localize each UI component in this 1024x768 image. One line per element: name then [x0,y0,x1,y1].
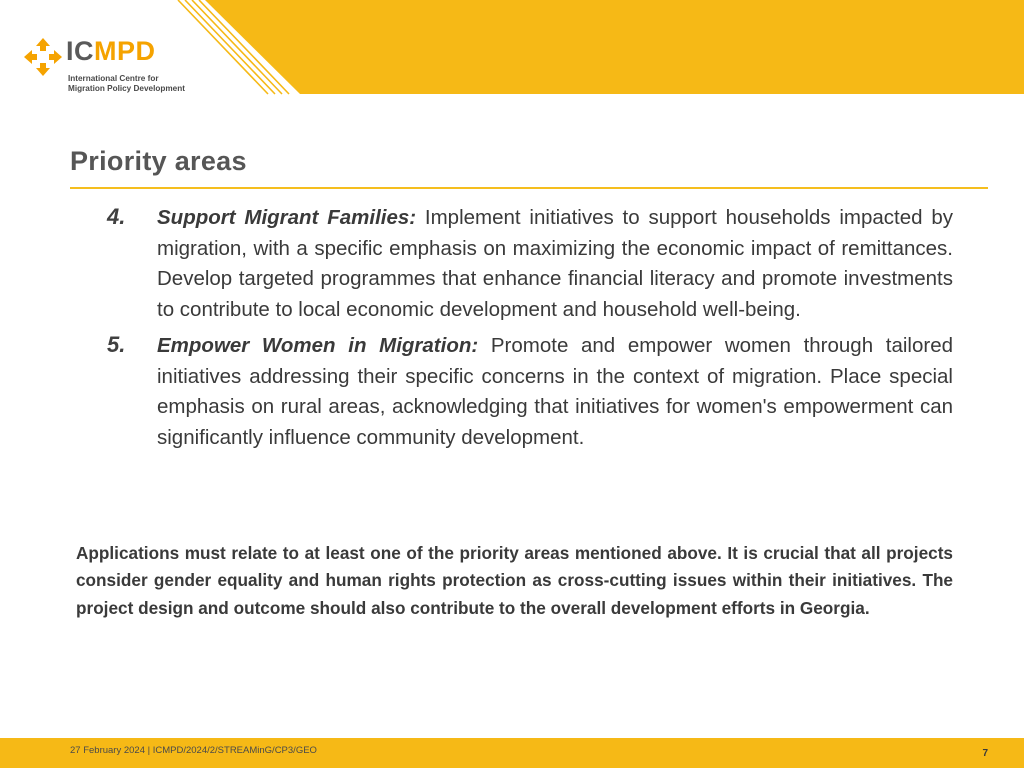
list-item [100,331,953,454]
item-lead: Empower Women in Migration: [157,333,479,357]
banner-fill [205,0,1024,94]
footer-bar [0,738,1024,768]
logo-wordmark [66,36,156,66]
logo-subtitle-line2: Migration Policy Development [68,84,185,93]
logo-wordmark-accent: MPD [94,36,156,66]
application-note: Applications must relate to at least one of the priority areas mentioned above. It is crucial that all projects consider gender equality and human rights protection as cross-cutting issues within their initiatives. The project design and outcome should also contribute to the overall development efforts in Georgia. [76,543,953,618]
logo-wordmark-grey: IC [66,36,94,66]
logo-subtitle [68,74,185,94]
page-number: 7 [982,748,988,759]
item-number: 4. [107,204,126,229]
page-title: Priority areas [70,146,247,176]
item-number: 5. [107,331,126,357]
list-item [100,203,953,326]
item-lead: Support Migrant Families: [157,206,417,229]
title-divider [70,187,988,189]
icmpd-logo [24,38,194,98]
footer-reference: 27 February 2024 | ICMPD/2024/2/STREAMinG/CP3/GEO [70,745,317,756]
priority-list [100,203,953,459]
logo-subtitle-line1: International Centre for [68,74,159,83]
item-text: Promote and empower women through tailored initiatives addressing their specific concerns in the context of migration. Place special emphasis on rural areas, acknowledging that initiatives for women's empowerment can significantly influence community development. [157,333,954,449]
item-text: Implement initiatives to support households impacted by migration, with a specific emphasis on maximizing the economic impact of remittances. Develop targeted programmes that enhance financial literacy and promote investments to contribute to local economic development and household well-being. [157,206,953,322]
logo-arrows-icon [24,38,62,76]
